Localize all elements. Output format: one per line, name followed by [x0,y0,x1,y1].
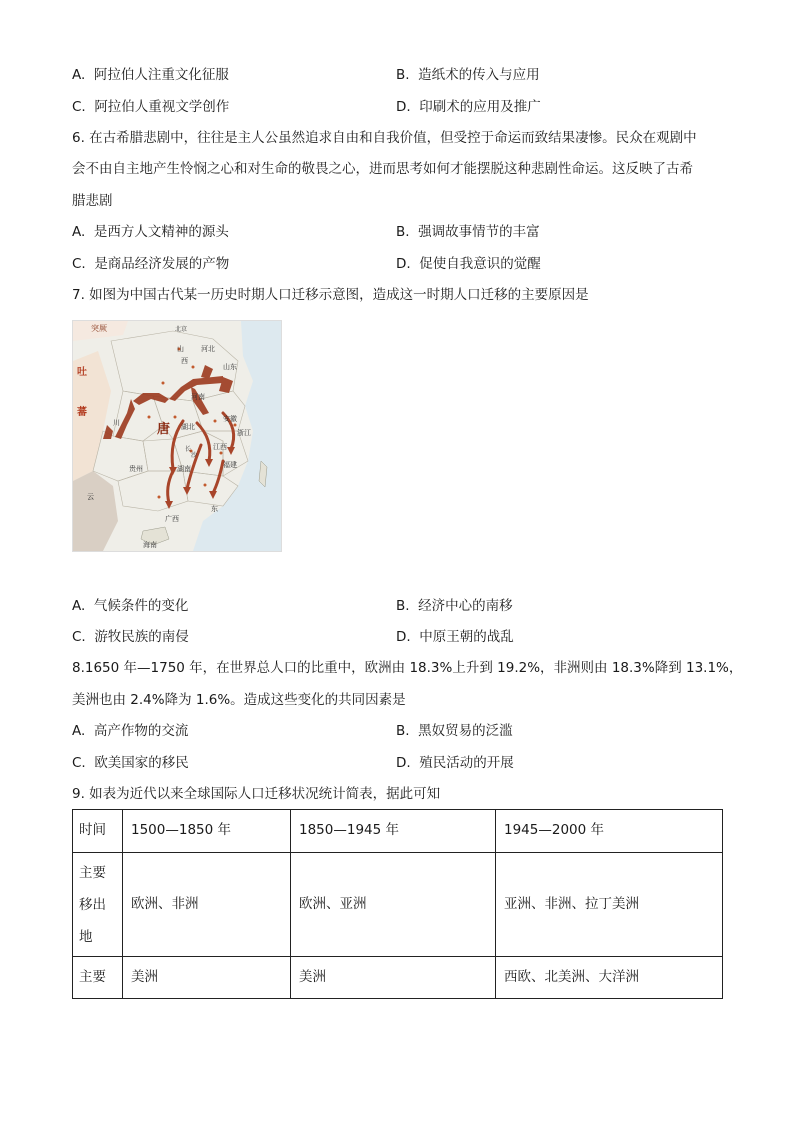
table-cell: 美洲 [291,957,496,999]
map-label-guangxi: 广西 [165,515,179,523]
option-letter: C. [72,99,86,115]
option-text: 印刷术的应用及推广 [419,99,541,115]
option-text: 强调故事情节的丰富 [418,224,540,240]
table-cell: 欧洲、亚洲 [291,853,496,957]
q6-stem-line-3: 腊悲剧 [72,193,113,209]
q5-option-b[interactable] [396,69,540,83]
table-header-row [73,810,723,853]
option-letter: C. [72,256,86,272]
option-text: 游牧民族的南侵 [94,629,189,645]
option-letter: A. [72,598,86,614]
table-header-cell: 时间 [73,810,123,853]
option-letter: D. [396,629,411,645]
option-text: 气候条件的变化 [93,598,189,614]
table-cell: 亚洲、非洲、拉丁美洲 [496,853,723,957]
option-letter: B. [396,224,410,240]
label-part: 移出 [79,896,106,913]
option-letter: A. [72,224,86,240]
q7-option-c[interactable] [72,631,189,645]
label-part: 地 [79,928,93,945]
q9-stem: 9. 如表为近代以来全球国际人口迁移状况统计简表，据此可知 [72,786,441,802]
map-label-guangdong: 东 [211,505,218,513]
q8-stem-line-1: 8.1650 年—1750 年，在世界总人口的比重中，欧洲由 18.3%上升到 19.2%，非洲则由 18.3%降到 13.1%， [72,660,743,676]
option-letter: D. [396,99,411,115]
option-text: 是商品经济发展的产物 [94,256,230,272]
option-letter: A. [72,723,86,739]
q5-option-d[interactable] [396,101,541,115]
option-text: 中原王朝的战乱 [419,629,514,645]
map-label-yun: 云 [87,493,94,501]
table-cell: 欧洲、非洲 [123,853,291,957]
map-label-chuan: 川 [113,419,120,427]
map-label-xi: 西 [181,357,188,365]
option-text: 阿拉伯人注重文化征服 [93,67,229,83]
option-letter: A. [72,67,86,83]
map-label-shandong: 山东 [223,363,237,371]
map-label-shan: 山 [177,345,184,353]
table-cell: 西欧、北美洲、大洋洲 [496,957,723,999]
q8-option-c[interactable] [72,757,189,771]
table-row [73,957,723,999]
table-header-cell: 1500—1850 年 [123,810,291,853]
q7-option-b[interactable] [396,600,513,614]
map-label-fujian: 福建 [223,461,237,469]
q6-option-d[interactable] [396,258,541,272]
option-letter: C. [72,629,86,645]
option-letter: B. [396,67,410,83]
option-text: 高产作物的交流 [93,723,189,739]
option-text: 促使自我意识的觉醒 [419,256,541,272]
q6-option-a[interactable] [72,226,229,240]
table-row-label: 主要 [73,957,123,999]
q8-option-b[interactable] [396,725,513,739]
q6-stem-line-1: 6. 在古希腊悲剧中，往往是主人公虽然追求自由和自我价值，但受控于命运而致结果凄惨。民众在观剧中 [72,130,697,146]
q6-option-c[interactable] [72,258,229,272]
map-label-hebei: 河北 [201,345,215,353]
q6-stem-line-2: 会不由自主地产生怜悯之心和对生命的敬畏之心，进而思考如何才能摆脱这种悲剧性命运。这反映了古希 [72,161,693,177]
table-row [73,853,723,957]
map-label-henan: 河南 [191,393,205,401]
label-part: 主要 [79,864,106,881]
option-letter: C. [72,755,86,771]
migration-table [72,809,723,999]
migration-map [72,320,282,552]
option-letter: B. [396,723,410,739]
q6-option-b[interactable] [396,226,540,240]
table-cell: 美洲 [123,957,291,999]
table-header-cell: 1945—2000 年 [496,810,723,853]
option-text: 经济中心的南移 [418,598,513,614]
q7-stem: 7. 如图为中国古代某一历史时期人口迁移示意图，造成这一时期人口迁移的主要原因是 [72,287,589,303]
map-label-chang: 长 [185,446,192,453]
map-label-sha: 沙 [191,452,198,459]
q7-option-a[interactable] [72,600,188,614]
q8-stem-line-2: 美洲也由 2.4%降为 1.6%。造成这些变化的共同因素是 [72,692,406,708]
map-label-hainan: 海南 [143,541,157,549]
map-label-jiangxi: 江西 [213,443,227,451]
option-text: 是西方人文精神的源头 [93,224,229,240]
table-header-cell: 1850—1945 年 [291,810,496,853]
option-text: 阿拉伯人重视文学创作 [94,99,230,115]
q7-option-d[interactable] [396,631,514,645]
option-text: 造纸术的传入与应用 [418,67,540,83]
option-letter: D. [396,256,411,272]
map-label-hubei: 湖北 [181,423,195,431]
map-label-anhui: 安徽 [223,415,237,423]
map-label-tujue: 突厥 [91,324,107,333]
map-label-tu: 吐 [77,367,87,378]
q5-option-a[interactable] [72,69,229,83]
map-label-zhejiang: 浙江 [237,429,251,437]
option-text: 殖民活动的开展 [419,755,514,771]
option-letter: B. [396,598,410,614]
q8-option-d[interactable] [396,757,514,771]
map-label-beijing: 北京 [175,326,188,333]
option-letter: D. [396,755,411,771]
map-label-fan: 蕃 [77,407,87,418]
q5-option-c[interactable] [72,101,229,115]
table-row-label [73,853,123,957]
option-text: 欧美国家的移民 [94,755,189,771]
map-label-guizhou: 贵州 [129,465,143,473]
map-label-hunan: 湖南 [177,465,191,473]
map-label-tang: 唐 [157,422,171,437]
option-text: 黑奴贸易的泛滥 [418,723,513,739]
q8-option-a[interactable] [72,725,188,739]
